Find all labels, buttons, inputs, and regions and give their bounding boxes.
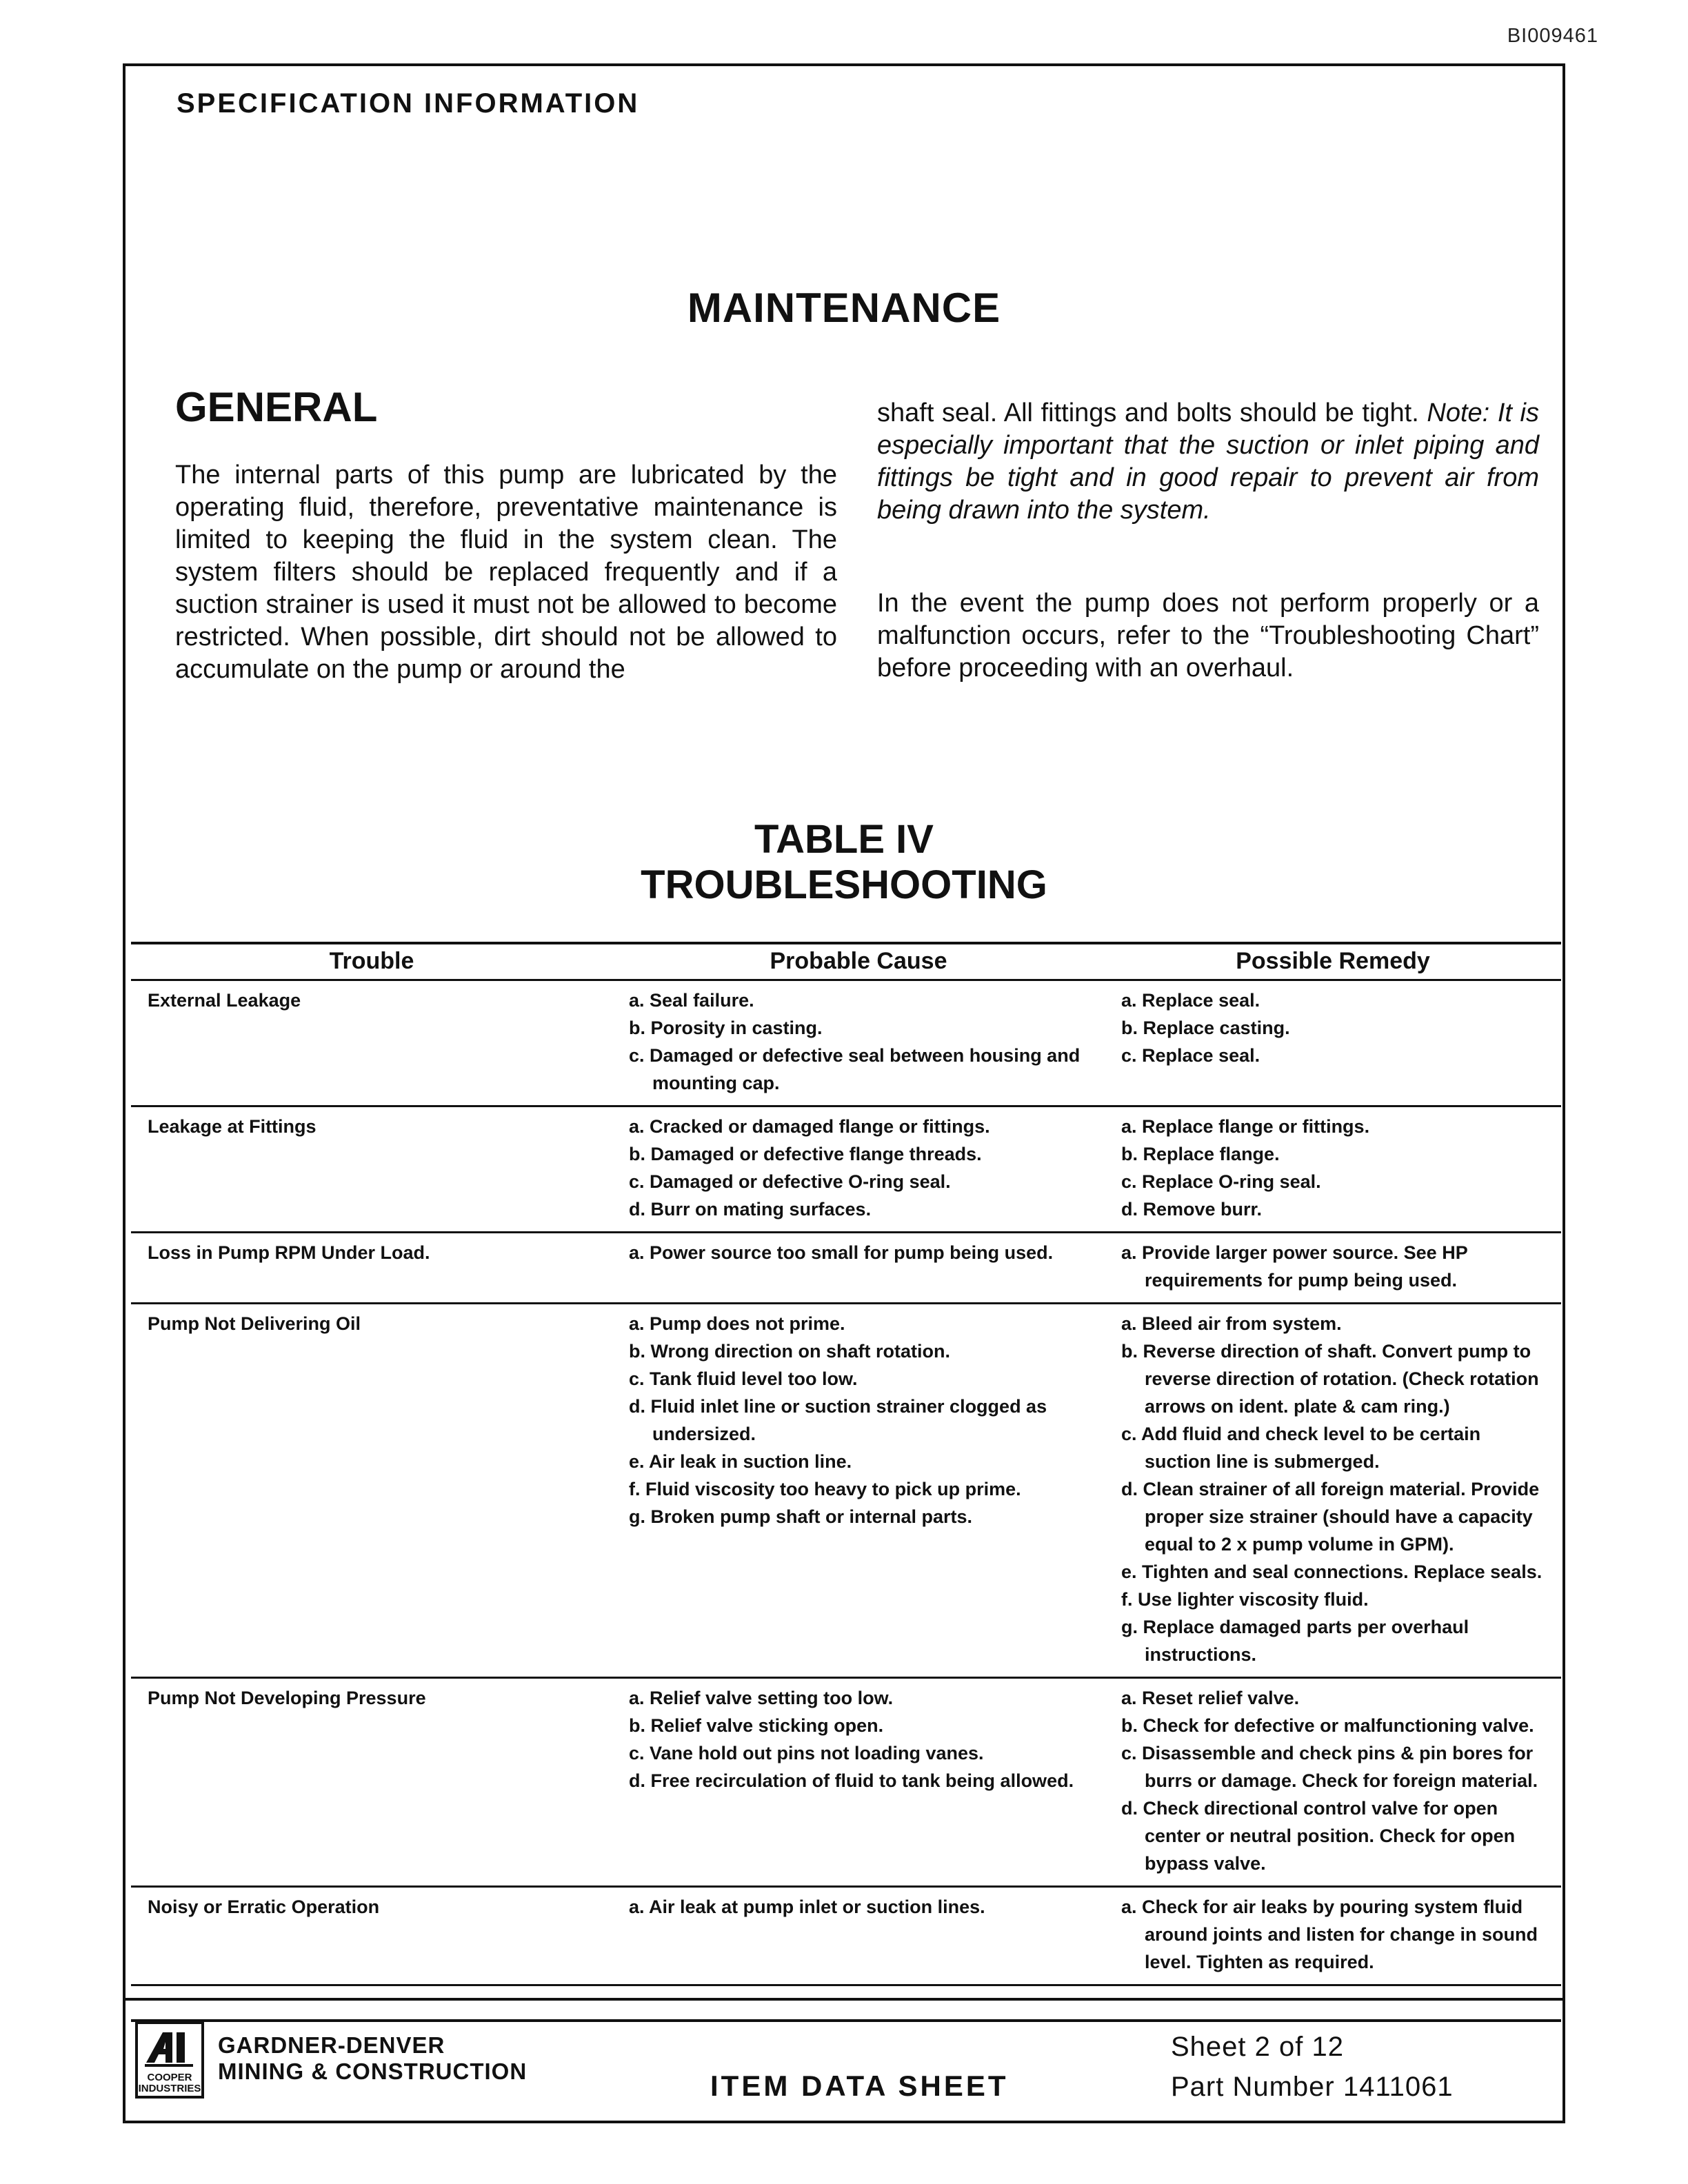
remedy-item: b. Replace casting. (1121, 1018, 1290, 1038)
cause-item: e. Air leak in suction line. (629, 1451, 852, 1472)
remedy-item: a. Provide larger power source. See HP requirements for pump being used. (1121, 1242, 1468, 1291)
remedy-item: c. Replace O-ring seal. (1121, 1171, 1321, 1192)
remedy-item: d. Clean strainer of all foreign material. Provide proper size strainer (should have a capacity equal to 2 x pump volume in GPM). (1121, 1479, 1540, 1555)
general-note: Note: It is especially important that the suction or inlet piping and fittings be tight and in good repair to prevent air from being drawn into the system. (877, 398, 1539, 525)
remedy-list (1121, 1239, 1545, 1294)
sheet-info (1171, 2027, 1454, 2107)
cause-item: a. Pump does not prime. (629, 1313, 845, 1334)
table-row (131, 1233, 1561, 1304)
cause-item: f. Fluid viscosity too heavy to pick up prime. (629, 1479, 1021, 1499)
remedy-item: b. Replace flange. (1121, 1144, 1280, 1164)
cause-item: d. Burr on mating surfaces. (629, 1199, 872, 1220)
cause-item: c. Damaged or defective seal between housing and mounting cap. (629, 1045, 1081, 1093)
trouble-cell: Loss in Pump RPM Under Load. (131, 1233, 612, 1304)
remedy-item: a. Reset relief valve. (1121, 1688, 1300, 1708)
footer (123, 1998, 1565, 2123)
remedy-item: e. Tighten and seal connections. Replace seals. (1121, 1561, 1543, 1582)
item-data-sheet-label: ITEM DATA SHEET (710, 2070, 1009, 2102)
table-row (131, 1304, 1561, 1678)
remedy-item: a. Replace flange or fittings. (1121, 1116, 1370, 1137)
table-body (131, 980, 1561, 2021)
remedy-list (1121, 1893, 1545, 1976)
probable-cause-cell (612, 1106, 1105, 1233)
sheet-number: Sheet 2 of 12 (1171, 2032, 1344, 2062)
company-name-line-2: MINING & CONSTRUCTION (218, 2059, 528, 2084)
table-title-number: TABLE IV (754, 817, 934, 862)
troubleshooting-table (131, 942, 1561, 2022)
cause-item: g. Broken pump shaft or internal parts. (629, 1506, 973, 1527)
cause-list (629, 1893, 1088, 1921)
cause-item: d. Fluid inlet line or suction strainer clogged as undersized. (629, 1396, 1047, 1444)
remedy-list (1121, 1310, 1545, 1668)
cause-list (629, 1684, 1088, 1794)
general-paragraph-2 (877, 397, 1539, 527)
remedy-item: a. Check for air leaks by pouring system fluid around joints and listen for change in sound level. Tighten as required. (1121, 1897, 1538, 1972)
company-name (218, 2032, 527, 2085)
trouble-cell: Noisy or Erratic Operation (131, 1887, 612, 1985)
remedy-item: d. Check directional control valve for open center or neutral position. Check for open bypass valve. (1121, 1798, 1516, 1874)
possible-remedy-cell (1105, 980, 1561, 1106)
cause-item: c. Damaged or defective O-ring seal. (629, 1171, 951, 1192)
part-number: Part Number 1411061 (1171, 2072, 1454, 2102)
table-row (131, 980, 1561, 1106)
general-paragraph-3: In the event the pump does not perform properly or a malfunction occurs, refer to the “Troubleshooting Chart” before proceeding with an overhaul. (877, 589, 1539, 682)
trouble-cell: Pump Not Developing Pressure (131, 1678, 612, 1887)
cause-list (629, 1239, 1088, 1266)
cause-item: a. Relief valve setting too low. (629, 1688, 894, 1708)
probable-cause-cell (612, 1887, 1105, 1985)
cause-item: b. Relief valve sticking open. (629, 1715, 884, 1736)
cause-item: a. Seal failure. (629, 990, 754, 1011)
remedy-list (1121, 987, 1545, 1069)
maintenance-title: MAINTENANCE (687, 285, 1001, 331)
logo-subtext: COOPER INDUSTRIES (138, 2072, 201, 2094)
trouble-cell: External Leakage (131, 980, 612, 1106)
general-paragraph-2-text: shaft seal. All fittings and bolts should be tight. (877, 398, 1419, 427)
header-probable-cause: Probable Cause (612, 943, 1105, 980)
remedy-item: g. Replace damaged parts per overhaul instructions. (1121, 1617, 1469, 1665)
remedy-item: c. Add fluid and check level to be certain suction line is submerged. (1121, 1424, 1481, 1472)
header-possible-remedy: Possible Remedy (1105, 943, 1561, 980)
remedy-item: c. Disassemble and check pins & pin bores for burrs or damage. Check for foreign material. (1121, 1743, 1538, 1791)
cause-list (629, 1113, 1088, 1223)
trouble-cell: Leakage at Fittings (131, 1106, 612, 1233)
company-name-line-1: GARDNER-DENVER (218, 2032, 445, 2058)
table-row (131, 1678, 1561, 1887)
remedy-item: a. Replace seal. (1121, 990, 1260, 1011)
cause-item: b. Damaged or defective flange threads. (629, 1144, 982, 1164)
table-title-name: TROUBLESHOOTING (641, 862, 1047, 907)
table-row (131, 1106, 1561, 1233)
probable-cause-cell (612, 1233, 1105, 1304)
remedy-item: d. Remove burr. (1121, 1199, 1263, 1220)
cause-list (629, 987, 1088, 1097)
general-paragraph-1: The internal parts of this pump are lubricated by the operating fluid, therefore, preventative maintenance is limited to keeping the fluid in the system clean. The system filters should be replaced frequently and if a suction strainer is used it must not be allowed to become restricted. When possible, dirt should not be allowed to accumulate on the pump or around the (175, 461, 837, 684)
cause-item: d. Free recirculation of fluid to tank being allowed. (629, 1770, 1074, 1791)
cooper-logo (135, 2021, 204, 2099)
table-row (131, 1887, 1561, 1985)
logo-mark-icon (142, 2027, 197, 2068)
cause-item: b. Porosity in casting. (629, 1018, 823, 1038)
possible-remedy-cell (1105, 1887, 1561, 1985)
general-heading: GENERAL (175, 384, 378, 430)
possible-remedy-cell (1105, 1304, 1561, 1678)
specification-header: SPECIFICATION INFORMATION (177, 88, 640, 119)
cause-item: c. Vane hold out pins not loading vanes. (629, 1743, 984, 1763)
remedy-item: a. Bleed air from system. (1121, 1313, 1342, 1334)
header-trouble: Trouble (131, 943, 612, 980)
remedy-item: b. Check for defective or malfunctioning valve. (1121, 1715, 1534, 1736)
remedy-list (1121, 1113, 1545, 1223)
trouble-cell: Pump Not Delivering Oil (131, 1304, 612, 1678)
remedy-item: b. Reverse direction of shaft. Convert pump to reverse direction of rotation. (Check rotation arrows on ident. plate & cam ring.) (1121, 1341, 1539, 1417)
probable-cause-cell (612, 1678, 1105, 1887)
cause-item: a. Air leak at pump inlet or suction lines. (629, 1897, 985, 1917)
possible-remedy-cell (1105, 1106, 1561, 1233)
possible-remedy-cell (1105, 1233, 1561, 1304)
remedy-item: f. Use lighter viscosity fluid. (1121, 1589, 1369, 1610)
probable-cause-cell (612, 980, 1105, 1106)
document-id: BI009461 (1507, 25, 1598, 47)
table-header-row (131, 943, 1561, 980)
cause-item: a. Cracked or damaged flange or fittings. (629, 1116, 990, 1137)
cause-list (629, 1310, 1088, 1530)
cause-item: b. Wrong direction on shaft rotation. (629, 1341, 950, 1362)
remedy-item: c. Replace seal. (1121, 1045, 1260, 1066)
remedy-list (1121, 1684, 1545, 1877)
cause-item: c. Tank fluid level too low. (629, 1368, 858, 1389)
possible-remedy-cell (1105, 1678, 1561, 1887)
probable-cause-cell (612, 1304, 1105, 1678)
cause-item: a. Power source too small for pump being used. (629, 1242, 1054, 1263)
